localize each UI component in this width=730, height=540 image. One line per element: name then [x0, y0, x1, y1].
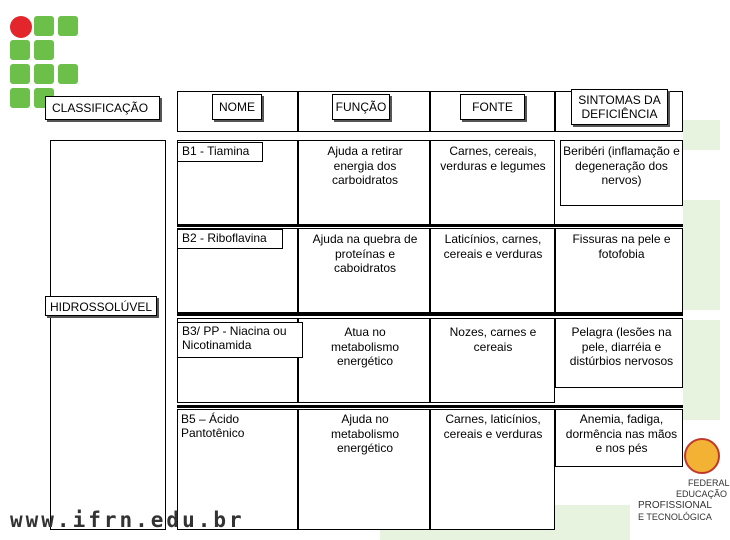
footer-url[interactable]: www.ifrn.edu.br	[10, 508, 245, 532]
header-fonte	[460, 94, 525, 120]
funcao-text: Ajuda a retirar energia dos carboidratos	[327, 144, 403, 187]
institution-seal-icon	[684, 438, 720, 474]
background-shape	[683, 200, 720, 310]
logo-red-dot	[10, 16, 32, 38]
sintomas-text: Fissuras na pele e fotofobia	[572, 232, 671, 261]
row-separator	[177, 405, 683, 408]
institution-line: EDUCAÇÃO	[676, 489, 728, 499]
header-sintomas-label: SINTOMAS DA DEFICIÊNCIA	[578, 93, 661, 121]
header-classificacao-label: CLASSIFICAÇÃO	[52, 101, 149, 115]
institution-line: PROFISSIONAL	[638, 500, 712, 511]
vitamin-name	[177, 322, 303, 358]
funcao-text: Ajuda no metabolismo energético	[330, 412, 400, 455]
sintomas-text: Pelagra (lesões na pele, diarréia e distúrbios nervosos	[569, 325, 674, 368]
fonte-text: Laticínios, carnes, cereais e verduras	[443, 232, 543, 261]
vitamin-name-text: B1 - Tiamina	[182, 144, 250, 158]
vitamin-name-text: B5 – Ácido Pantotênico	[181, 412, 245, 440]
header-funcao	[332, 94, 390, 120]
classificacao-cell	[50, 140, 166, 530]
vitamin-name	[177, 229, 283, 249]
header-sintomas	[571, 89, 668, 125]
fonte-text: Nozes, carnes e cereais	[449, 325, 537, 354]
funcao-text: Atua no metabolismo energético	[330, 325, 400, 368]
vitamin-name-text: B2 - Riboflavina	[182, 231, 267, 245]
institution-line: E TECNOLÓGICA	[638, 512, 712, 522]
fonte-text: Carnes, cereais, verduras e legumes	[440, 144, 546, 173]
group-label-text: HIDROSSOLÚVEL	[50, 300, 153, 314]
institution-line: FEDERAL	[688, 478, 730, 488]
sintomas-text: Beribéri (inflamação e degeneração dos nervos)	[563, 144, 680, 187]
background-shape	[683, 120, 720, 150]
header-nome	[212, 94, 262, 120]
header-fonte-label: FONTE	[472, 100, 513, 114]
vitamin-name-text: B3/ PP - Niacina ou Nicotinamida	[182, 324, 287, 352]
fonte-text: Carnes, laticínios, cereais e verduras	[443, 412, 543, 441]
group-label	[45, 296, 157, 316]
institution-logo	[636, 438, 730, 533]
sintomas-text: Anemia, fadiga, dormência nas mãos e nos pés	[565, 412, 678, 455]
background-shape	[683, 320, 720, 420]
vitamin-name	[177, 142, 263, 162]
header-classificacao	[45, 96, 160, 120]
vitamin-name	[177, 411, 257, 445]
funcao-text: Ajuda na quebra de proteínas e caboidratos	[312, 232, 418, 275]
row-separator	[177, 224, 683, 227]
header-funcao-label: FUNÇÃO	[335, 100, 387, 114]
header-nome-label: NOME	[219, 100, 255, 114]
row-separator	[177, 313, 683, 316]
